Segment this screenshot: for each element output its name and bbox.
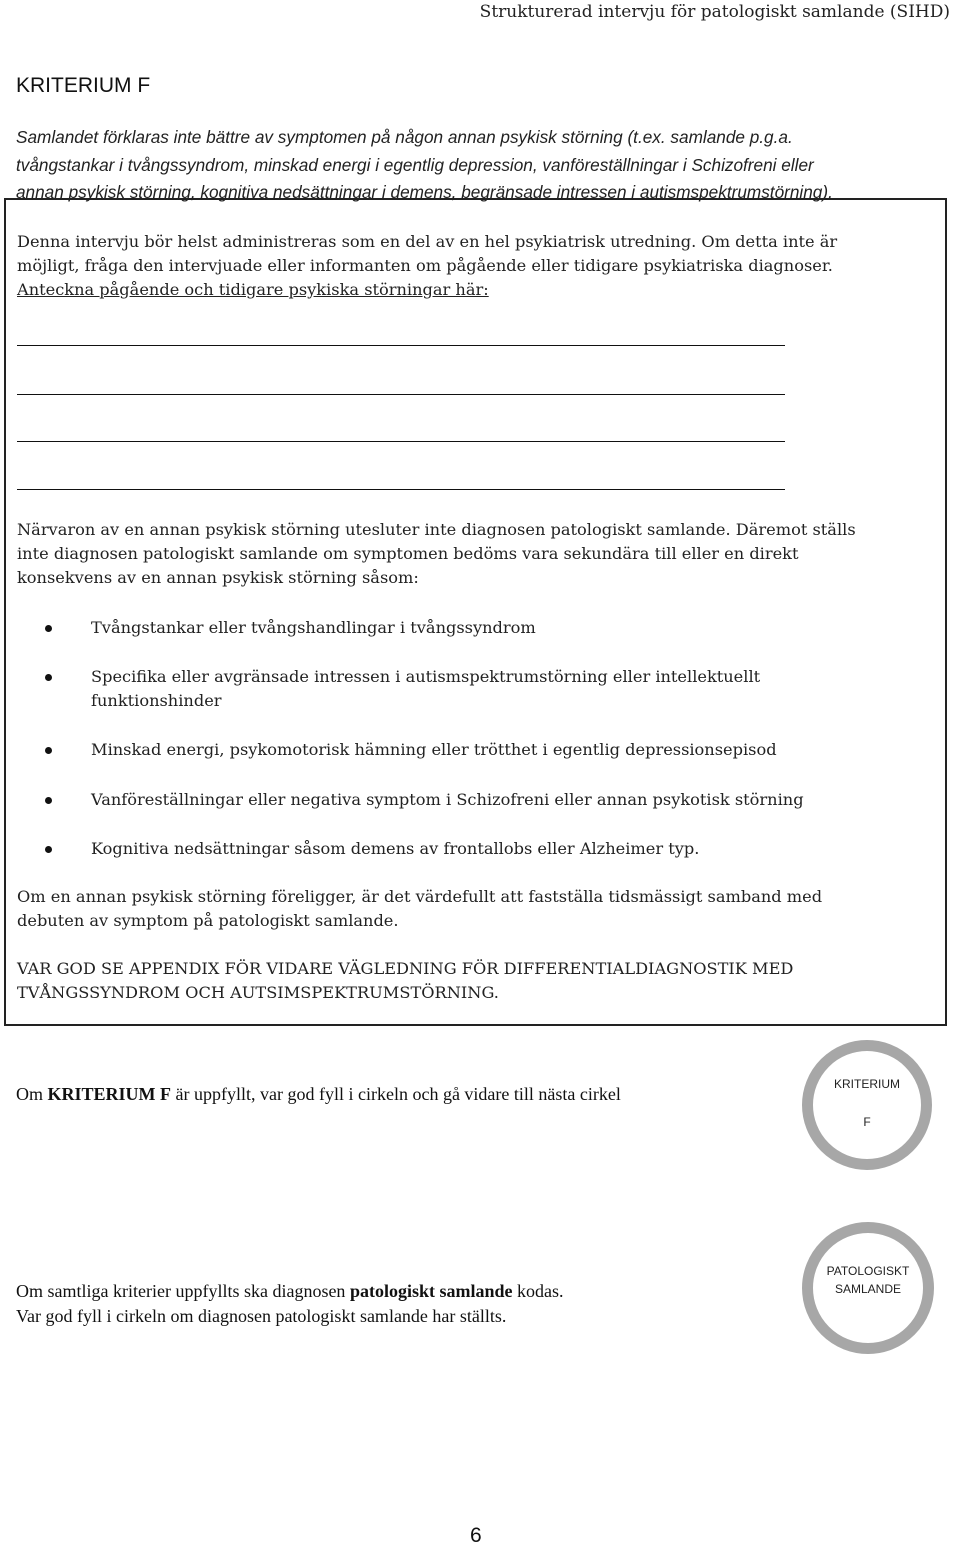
bullet-icon — [45, 846, 52, 853]
exclusion-paragraph — [17, 518, 937, 590]
criterion-line-2: tvångstankar i tvångssyndrom, minskad energi i egentlig depression, vanföreställningar i Schizofreni eller — [16, 154, 814, 175]
exclusion-line-3: konsekvens av en annan psykisk störning såsom: — [17, 568, 419, 587]
appendix-note: VAR GOD SE APPENDIX FÖR VIDARE VÄGLEDNING FÖR DIFFERENTIALDIAGNOSTIK MED TVÅNGSSYNDROM OCH AUTSIMSPEKTRUMSTÖRNING. — [17, 959, 794, 1002]
criterion-line-3: annan psykisk störning, kognitiva nedsättningar i demens, begränsade intressen i autismspektrumstörning). — [16, 182, 833, 202]
page-number: 6 — [470, 1524, 482, 1547]
list-item: Vanföreställningar eller negativa symptom i Schizofreni eller annan psykotisk störning — [91, 788, 941, 812]
circle-label-line-1: KRITERIUM — [834, 1077, 900, 1091]
list-item: Tvångstankar eller tvångshandlingar i tvångssyndrom — [91, 616, 941, 640]
criterion-fulfilled-instruction: Om KRITERIUM F är uppfyllt, var god fyll i cirkeln och gå vidare till nästa cirkel — [16, 1084, 621, 1104]
diagnosis-name: patologiskt samlande — [349, 1281, 513, 1301]
exclusion-line-2: inte diagnosen patologiskt samlande om symptomen bedöms vara sekundära till eller en direkt — [17, 544, 799, 563]
bullet-icon — [45, 797, 52, 804]
exclusion-line-1: Närvaron av en annan psykisk störning utesluter inte diagnosen patologiskt samlande. Däremot ställs — [17, 520, 856, 539]
document-header: Strukturerad intervju för patologiskt samlande (SIHD) — [479, 2, 950, 22]
criterion-name: KRITERIUM F — [47, 1084, 172, 1104]
list-item: Minskad energi, psykomotorisk hämning eller trötthet i egentlig depressionsepisod — [91, 738, 941, 762]
bullet-icon — [45, 625, 52, 632]
diagnosis-circle[interactable] — [802, 1222, 934, 1354]
answer-line-1[interactable] — [17, 345, 785, 346]
section-title: KRITERIUM F — [16, 74, 151, 97]
onset-paragraph: Om en annan psykisk störning föreligger, är det värdefullt att fastställa tidsmässigt samband med debuten av symptom på patologiskt samlande. — [17, 887, 823, 930]
answer-line-3[interactable] — [17, 441, 785, 442]
diagnosis-line-2: Var god fyll i cirkeln om diagnosen patologiskt samlande har ställts. — [16, 1306, 507, 1326]
diagnosis-line-1: Om samtliga kriterier uppfyllts ska diagnosen patologiskt samlande kodas. — [16, 1281, 564, 1301]
box-intro-line-1: Denna intervju bör helst administreras som en del av en hel psykiatrisk utredning. Om detta inte är — [17, 232, 838, 251]
instruction-box — [4, 198, 947, 1026]
list-item: Specifika eller avgränsade intressen i autismspektrumstörning eller intellektuellt funktionshinder — [91, 665, 941, 713]
criterion-f-circle[interactable] — [802, 1040, 932, 1170]
box-intro-line-2: möjligt, fråga den intervjuade eller informanten om pågående eller tidigare psykiatriska diagnoser. — [17, 256, 833, 275]
list-item: Kognitiva nedsättningar såsom demens av frontallobs eller Alzheimer typ. — [91, 837, 941, 861]
box-intro — [17, 230, 937, 302]
note-prompt: Anteckna pågående och tidigare psykiska störningar här: — [17, 280, 489, 299]
bullet-icon — [45, 674, 52, 681]
criterion-line-1: Samlandet förklaras inte bättre av symptomen på någon annan psykisk störning (t.ex. samlande p.g.a. — [16, 127, 793, 147]
bullet-icon — [45, 747, 52, 754]
criterion-description — [16, 124, 946, 207]
answer-line-2[interactable] — [17, 394, 785, 395]
answer-line-4[interactable] — [17, 489, 785, 490]
diagnosis-instruction — [16, 1279, 796, 1329]
circle-label-line-1: PATOLOGISKT — [826, 1264, 910, 1278]
circle-label-line-2: F — [863, 1115, 871, 1129]
circle-label-line-2: SAMLANDE — [834, 1282, 902, 1296]
